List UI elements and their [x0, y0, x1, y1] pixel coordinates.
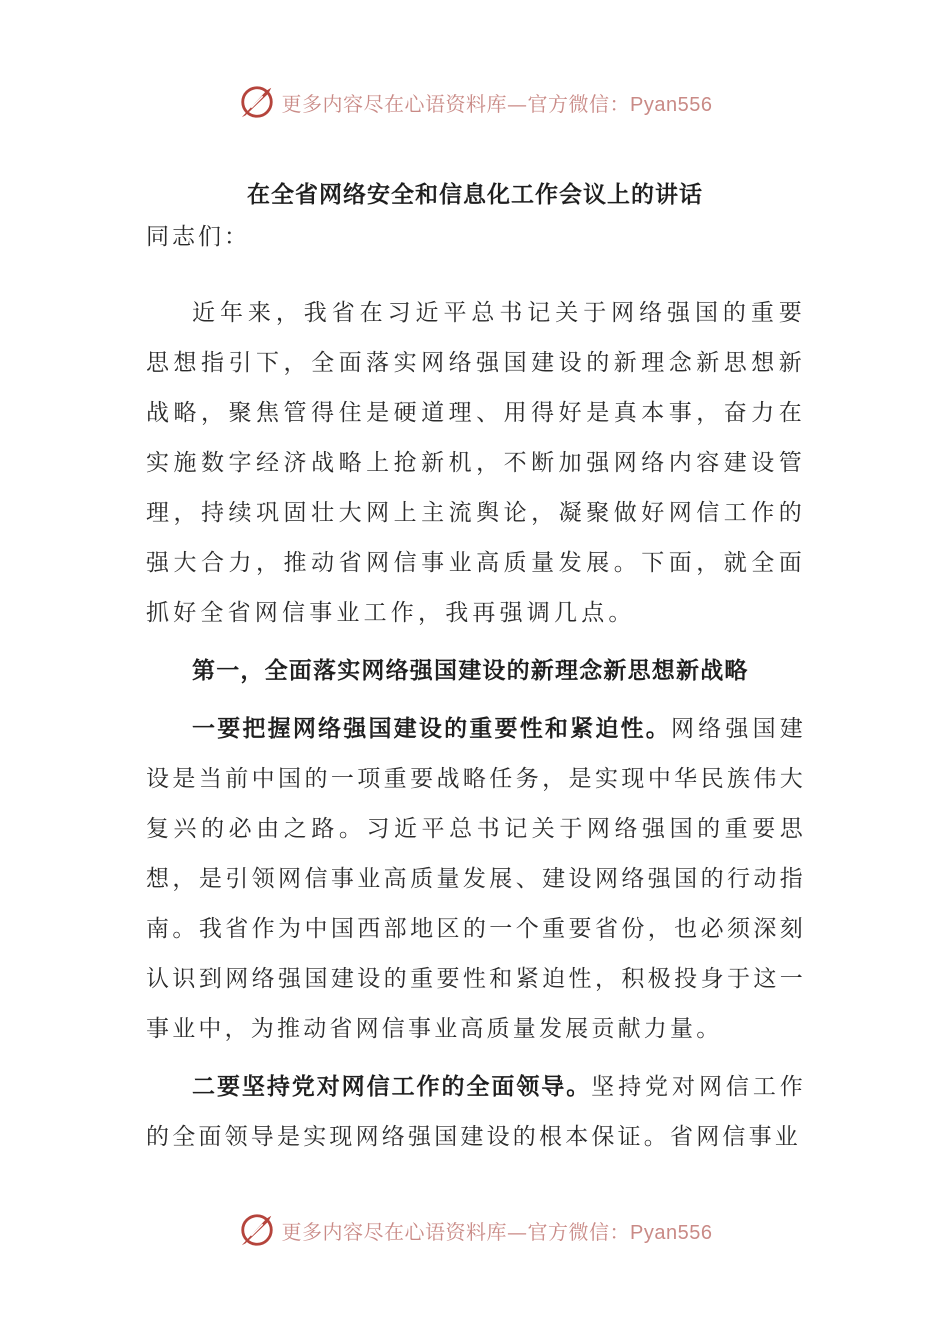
- quill-pen-logo-icon: [238, 1211, 276, 1249]
- header-banner: [0, 80, 950, 124]
- document-body: [146, 288, 806, 1162]
- banner-text: 更多内容尽在心语资料库—官方微信：Pyan556: [281, 1219, 713, 1244]
- point-1-paragraph: [146, 704, 806, 1054]
- wechat-id: Pyan556: [630, 1221, 713, 1244]
- point-2-body: 坚持党对网信工作的全面领导是实现网络强国建设的根本保证。省网信事业: [146, 1074, 806, 1150]
- point-1-body: 网络强国建设是当前中国的一项重要战略任务，是实现中华民族伟大复兴的必由之路。习近平总书记关于网络强国的重要思想，是引领网信事业高质量发展、建设网络强国的行动指南。我省作为中国西部地区的一个重要省份，也必须深刻认识到网络强国建设的重要性和紧迫性，积极投身于这一事业中，为推动省网信事业高质量发展贡献力量。: [146, 716, 807, 1042]
- point-1-lead: 一要把握网络强国建设的重要性和紧迫性。: [192, 715, 671, 742]
- intro-paragraph: 近年来，我省在习近平总书记关于网络强国的重要思想指引下，全面落实网络强国建设的新理念新思想新战略，聚焦管得住是硬道理、用得好是真本事，奋力在实施数字经济战略上抢新机，不断加强网络内容建设管理，持续巩固壮大网上主流舆论，凝聚做好网信工作的强大合力，推动省网信事业高质量发展。下面，就全面抓好全省网信事业工作，我再强调几点。: [146, 300, 806, 626]
- section-heading: 第一，全面落实网络强国建设的新理念新思想新战略: [192, 657, 749, 684]
- point-2-paragraph: [146, 1062, 806, 1162]
- banner-text: 更多内容尽在心语资料库—官方微信：Pyan556: [281, 91, 713, 116]
- salutation: 同志们：: [146, 224, 250, 250]
- footer-banner: [0, 1208, 950, 1252]
- document-title: 在全省网络安全和信息化工作会议上的讲话: [247, 181, 703, 208]
- quill-pen-logo-icon: [238, 83, 276, 121]
- point-2-lead: 二要坚持党对网信工作的全面领导。: [192, 1073, 592, 1100]
- wechat-id: Pyan556: [630, 93, 713, 116]
